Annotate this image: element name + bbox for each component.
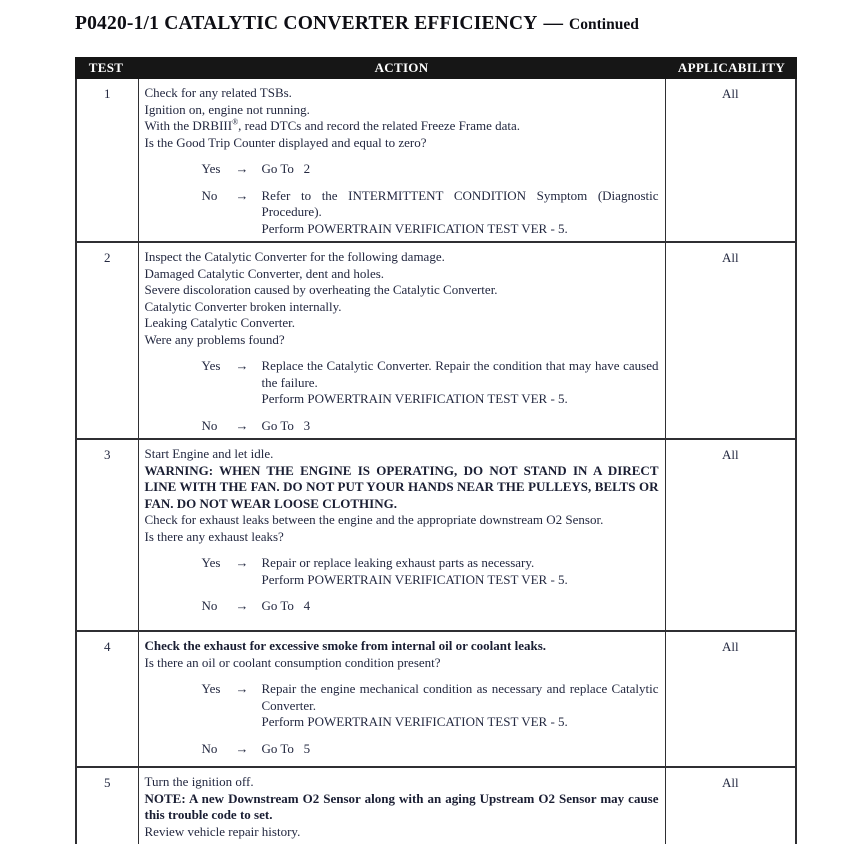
decision-branch [202,161,659,178]
arrow-icon: → [235,187,249,203]
branch-result [261,187,662,238]
test-number: 1 [104,86,111,101]
branch-answer: No [201,598,218,613]
action-paragraph: Catalytic Converter broken internally. [144,298,342,314]
decision-branch [201,681,662,731]
table-body [75,79,797,844]
branch-result-line: Perform POWERTRAIN VERIFICATION TEST VER - 5. [261,391,568,406]
table-row [77,79,795,243]
applicability-cell [665,632,796,766]
table-row [77,243,795,440]
branch-answer: No [201,187,218,203]
action-cell [139,243,665,438]
branch-result-line: Replace the Catalytic Converter. Repair the condition that may have caused the failure. [261,358,662,390]
header-test: TEST [88,60,124,75]
arrow-icon: → [235,555,249,570]
action-paragraph: Check the exhaust for excessive smoke from internal oil or coolant leaks. [144,638,547,653]
applicability-value: All [721,775,739,790]
test-number: 3 [104,447,111,462]
arrow-icon: → [235,598,249,613]
decision-branch [201,358,662,408]
test-number: 2 [104,250,111,265]
branch-result-line: Perform POWERTRAIN VERIFICATION TEST VER - 5. [261,714,568,729]
header-action: ACTION [374,60,429,75]
branch-answer: Yes [201,681,221,696]
action-paragraph: Inspect the Catalytic Converter for the following damage. [144,249,445,264]
branch-answer: Yes [201,358,221,373]
action-paragraph: Start Engine and let idle. [144,446,274,461]
arrow-icon: → [235,417,249,433]
branch-result [262,598,659,615]
action-paragraph: Ignition on, engine not running. [144,101,310,117]
table-row [77,440,795,632]
action-paragraph: Leaking Catalytic Converter. [144,315,296,330]
branch-result-line: Perform POWERTRAIN VERIFICATION TEST VER - 5. [261,571,568,587]
document-page [0,7,846,844]
arrow-icon: → [235,358,249,373]
title-suffix: Continued [569,16,639,33]
title-main: P0420-1/1 CATALYTIC CONVERTER EFFICIENCY [75,13,538,34]
branch-answer: No [201,740,218,756]
action-cell [139,440,665,630]
branch-result [261,358,662,408]
action-paragraph: Is there any exhaust leaks? [144,528,284,544]
applicability-value: All [721,86,739,101]
decision-branch [202,741,659,758]
branch-answer: No [201,417,218,433]
arrow-icon: → [235,681,249,696]
decision-branch [202,555,659,588]
test-number: 4 [104,639,111,654]
decision-branch [202,418,659,435]
action-paragraph: Were any problems found? [144,331,285,347]
title-dash: — [543,13,564,34]
decision-branch [201,187,662,238]
test-cell [77,79,139,241]
branch-answer: Yes [201,555,221,570]
test-cell [77,768,139,844]
branch-result [262,418,659,435]
applicability-cell [665,440,796,630]
action-paragraph: Severe discoloration caused by overheating the Catalytic Converter. [144,282,498,297]
action-cell [139,632,665,766]
action-paragraph: Check for any related TSBs. [144,85,292,100]
applicability-cell [665,768,796,844]
test-cell [77,632,139,766]
action-paragraph: Review vehicle repair history. [144,823,301,839]
action-paragraph: Is the Good Trip Counter displayed and equal to zero? [144,134,427,150]
action-paragraph: WARNING: WHEN THE ENGINE IS OPERATING, DO NOT STAND IN A DIRECT LINE WITH THE FAN. DO NOT PUT YOUR HANDS NEAR THE PULLEYS, BELTS OR FAN. DO NOT WEAR LOOSE CLOTHING. [144,462,659,511]
branch-result [262,741,659,758]
diagnostic-table [75,57,797,844]
branch-result-line: Go To 2 [261,161,311,176]
applicability-cell [665,79,796,241]
registered-trademark-symbol: ® [232,117,239,127]
arrow-icon: → [235,161,249,176]
action-paragraph: Check for exhaust leaks between the engine and the appropriate downstream O2 Sensor. [144,512,604,527]
table-header-row [75,57,797,79]
applicability-cell [665,243,796,438]
branch-result [262,161,659,178]
test-cell [77,440,139,630]
branch-result-line: Repair or replace leaking exhaust parts as necessary. [261,555,535,570]
branch-result-line: Go To 5 [261,740,311,756]
applicability-value: All [721,447,739,462]
action-cell [139,79,665,241]
branch-result-line: Perform POWERTRAIN VERIFICATION TEST VER - 5. [261,220,568,236]
test-number: 5 [104,775,111,790]
arrow-icon: → [235,740,249,756]
branch-result-line: Refer to the INTERMITTENT CONDITION Symptom (Diagnostic Procedure). [261,187,662,219]
table-row [77,632,795,768]
branch-result-line: Go To 4 [261,598,311,613]
action-paragraph: Turn the ignition off. [144,774,254,789]
table-row [77,768,795,844]
test-cell [77,243,139,438]
branch-result-line: Go To 3 [261,417,311,433]
branch-result-line: Repair the engine mechanical condition as necessary and replace Catalytic Converter. [261,681,662,713]
page-title [75,7,846,36]
header-applicability: APPLICABILITY [677,60,786,75]
action-cell [139,768,665,844]
applicability-value: All [721,639,739,654]
action-paragraph: NOTE: A new Downstream O2 Sensor along with an aging Upstream O2 Sensor may cause this trouble code to set. [144,790,659,822]
branch-result [262,555,659,588]
action-paragraph: With the DRBIII®, read DTCs and record the related Freeze Frame data. [144,117,521,133]
branch-result [261,681,662,731]
action-paragraph: Damaged Catalytic Converter, dent and holes. [144,265,385,281]
branch-answer: Yes [201,161,221,176]
action-paragraph: Is there an oil or coolant consumption condition present? [144,654,441,670]
applicability-value: All [721,250,739,265]
decision-branch [202,598,659,615]
